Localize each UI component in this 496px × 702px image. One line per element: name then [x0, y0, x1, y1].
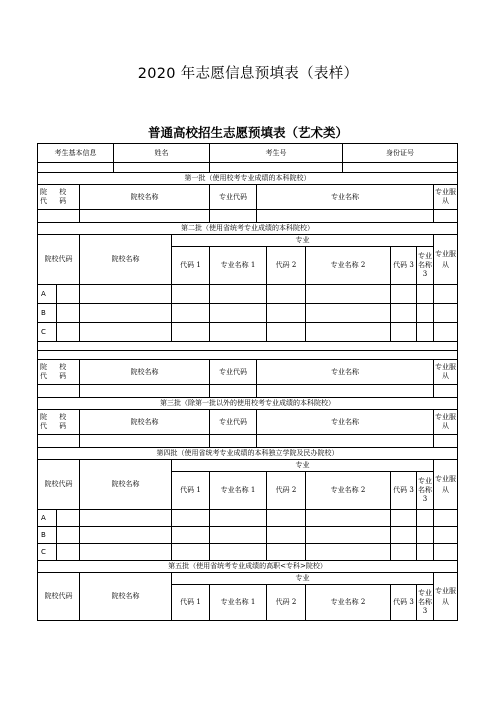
code-2-header: 代码 2 — [267, 247, 306, 285]
code-1-input[interactable] — [172, 527, 210, 544]
code-1-input[interactable] — [172, 285, 210, 304]
school-code-input[interactable] — [57, 510, 80, 527]
school-name-input[interactable] — [80, 285, 172, 304]
basic-info-row — [38, 144, 458, 163]
major-name-2-header: 专业名称 2 — [306, 472, 391, 510]
major-group-header: 专业 — [172, 235, 434, 247]
school-code-input[interactable] — [38, 210, 80, 223]
code-3-input[interactable] — [391, 544, 417, 561]
school-name-input[interactable] — [80, 510, 172, 527]
school-name-header: 院校名称 — [80, 573, 172, 621]
school-name-header: 院校名称 — [80, 460, 172, 510]
code-2-input[interactable] — [267, 304, 306, 323]
exam-number-label: 考生号 — [210, 144, 343, 163]
major-code-input[interactable] — [210, 435, 257, 448]
form-title: 普通高校招生志愿预填表（艺术类） — [147, 125, 348, 140]
batch-4-row-c — [38, 544, 458, 561]
major-name-3-input[interactable] — [417, 285, 434, 304]
school-code-input[interactable] — [57, 527, 80, 544]
major-name-header: 专业名称 — [257, 360, 434, 385]
major-name-2-input[interactable] — [306, 527, 391, 544]
id-number-input[interactable] — [343, 163, 458, 173]
major-name-input[interactable] — [257, 385, 434, 398]
school-name-header: 院校名称 — [80, 235, 172, 285]
batch-2-header: 第二批（使用省统考专业成绩的本科院校） — [38, 223, 458, 235]
code-1-input[interactable] — [172, 304, 210, 323]
major-name-1-input[interactable] — [210, 544, 267, 561]
batch-4-row-a — [38, 510, 458, 527]
obey-input[interactable] — [434, 210, 458, 223]
basic-info-cell — [38, 163, 114, 173]
obey-input[interactable] — [434, 435, 458, 448]
school-name-header: 院校名称 — [80, 185, 210, 210]
row-label: C — [38, 323, 57, 342]
major-name-3-input[interactable] — [417, 544, 434, 561]
major-name-1-header: 专业名称 1 — [210, 247, 267, 285]
major-name-header: 专业名称 — [257, 410, 434, 435]
batch-1-header: 第一批（使用校考专业成绩的本科院校） — [38, 173, 458, 185]
major-name-3-input[interactable] — [417, 323, 434, 342]
major-name-3-header: 专业名称 3 — [417, 585, 434, 621]
code-3-input[interactable] — [391, 527, 417, 544]
code-3-input[interactable] — [391, 304, 417, 323]
basic-info-label: 考生基本信息 — [38, 144, 114, 163]
code-2-input[interactable] — [267, 544, 306, 561]
batch-4-header: 第四批（使用省统考专业成绩的本科独立学院及民办院校） — [38, 448, 458, 460]
major-code-header: 专业代码 — [210, 410, 257, 435]
major-name-header: 专业名称 — [257, 185, 434, 210]
row-label: A — [38, 510, 57, 527]
major-name-2-input[interactable] — [306, 544, 391, 561]
school-code-input[interactable] — [57, 285, 80, 304]
row-label: C — [38, 544, 57, 561]
batch-3-input-row — [38, 435, 458, 448]
code-3-input[interactable] — [391, 285, 417, 304]
major-name-2-header: 专业名称 2 — [306, 585, 391, 621]
code-1-header: 代码 1 — [172, 585, 210, 621]
school-code-header: 院校代码 — [38, 460, 80, 510]
major-name-1-input[interactable] — [210, 304, 267, 323]
school-name-input[interactable] — [80, 210, 210, 223]
batch-4-columns-top — [38, 460, 458, 472]
code-1-input[interactable] — [172, 323, 210, 342]
batch-1-columns — [38, 185, 458, 210]
obey-header: 专业服从 — [434, 185, 458, 210]
school-name-input[interactable] — [80, 544, 172, 561]
major-name-1-header: 专业名称 1 — [210, 585, 267, 621]
code-3-header: 代码 3 — [391, 472, 417, 510]
code-2-input[interactable] — [267, 323, 306, 342]
school-code-input[interactable] — [38, 435, 80, 448]
obey-input[interactable] — [434, 323, 458, 342]
obey-input[interactable] — [434, 385, 458, 398]
code-2-input[interactable] — [267, 285, 306, 304]
batch-5-header: 第五批（使用省统考专业成绩的高职<专科>院校） — [38, 561, 458, 573]
code-1-input[interactable] — [172, 510, 210, 527]
obey-input[interactable] — [434, 304, 458, 323]
major-name-2-input[interactable] — [306, 285, 391, 304]
obey-header: 专业服从 — [434, 360, 458, 385]
school-name-input[interactable] — [80, 527, 172, 544]
major-name-1-input[interactable] — [210, 285, 267, 304]
major-name-input[interactable] — [257, 435, 434, 448]
batch-4-row-b — [38, 527, 458, 544]
major-name-1-header: 专业名称 1 — [210, 472, 267, 510]
major-name-1-input[interactable] — [210, 323, 267, 342]
code-3-input[interactable] — [391, 323, 417, 342]
section-spacer — [38, 351, 458, 360]
batch-2-school-input-row — [38, 385, 458, 398]
major-code-header: 专业代码 — [210, 185, 257, 210]
major-group-header: 专业 — [172, 460, 434, 472]
obey-input[interactable] — [434, 510, 458, 527]
school-name-header: 院校名称 — [80, 410, 210, 435]
major-name-3-input[interactable] — [417, 304, 434, 323]
section-spacer — [38, 342, 458, 351]
school-name-input[interactable] — [80, 323, 172, 342]
batch-3-header: 第三批（除第一批以外的使用校考专业成绩的本科院校） — [38, 398, 458, 410]
school-code-header: 院 校 代 码 — [38, 185, 80, 210]
obey-input[interactable] — [434, 544, 458, 561]
code-1-header: 代码 1 — [172, 472, 210, 510]
major-name-2-input[interactable] — [306, 510, 391, 527]
major-name-3-header: 专业名称 3 — [417, 247, 434, 285]
batch-2-row-b — [38, 304, 458, 323]
school-code-header: 院 校 代 码 — [38, 360, 80, 385]
school-code-input[interactable] — [57, 544, 80, 561]
major-name-3-input[interactable] — [417, 527, 434, 544]
school-code-input[interactable] — [57, 323, 80, 342]
major-group-header: 专业 — [172, 573, 434, 585]
code-3-header: 代码 3 — [391, 585, 417, 621]
code-1-input[interactable] — [172, 544, 210, 561]
school-name-header: 院校名称 — [80, 360, 210, 385]
school-code-header: 院校代码 — [38, 573, 80, 621]
batch-1-input-row — [38, 210, 458, 223]
major-name-input[interactable] — [257, 210, 434, 223]
code-3-header: 代码 3 — [391, 247, 417, 285]
row-label: A — [38, 285, 57, 304]
document-title: 2020 年志愿信息预填表（表样） — [137, 66, 359, 82]
school-code-input[interactable] — [38, 385, 80, 398]
batch-2-columns-top — [38, 235, 458, 247]
exam-number-input[interactable] — [210, 163, 343, 173]
code-1-header: 代码 1 — [172, 247, 210, 285]
major-code-header: 专业代码 — [210, 360, 257, 385]
row-label: B — [38, 304, 57, 323]
batch-3-columns — [38, 410, 458, 435]
batch-2-row-c — [38, 323, 458, 342]
batch-5-columns-top — [38, 573, 458, 585]
school-code-input[interactable] — [57, 304, 80, 323]
id-number-label: 身份证号 — [343, 144, 458, 163]
major-name-3-input[interactable] — [417, 510, 434, 527]
major-code-input[interactable] — [210, 385, 257, 398]
name-label: 姓名 — [114, 144, 210, 163]
major-name-1-input[interactable] — [210, 510, 267, 527]
major-name-3-header: 专业名称 3 — [417, 472, 434, 510]
batch-2-row-a — [38, 285, 458, 304]
name-input[interactable] — [114, 163, 210, 173]
school-code-header: 院校代码 — [38, 235, 80, 285]
basic-info-input-row — [38, 163, 458, 173]
school-name-input[interactable] — [80, 435, 210, 448]
application-form-table — [37, 143, 458, 621]
major-code-input[interactable] — [210, 210, 257, 223]
major-name-2-header: 专业名称 2 — [306, 247, 391, 285]
major-name-2-input[interactable] — [306, 323, 391, 342]
code-2-input[interactable] — [267, 527, 306, 544]
major-name-2-input[interactable] — [306, 304, 391, 323]
school-name-input[interactable] — [80, 304, 172, 323]
obey-input[interactable] — [434, 527, 458, 544]
school-name-input[interactable] — [80, 385, 210, 398]
obey-input[interactable] — [434, 285, 458, 304]
code-3-input[interactable] — [391, 510, 417, 527]
major-name-1-input[interactable] — [210, 527, 267, 544]
obey-header: 专业服从 — [434, 460, 458, 510]
school-code-header: 院 校 代 码 — [38, 410, 80, 435]
code-2-header: 代码 2 — [267, 585, 306, 621]
obey-header: 专业服从 — [434, 235, 458, 285]
row-label: B — [38, 527, 57, 544]
code-2-input[interactable] — [267, 510, 306, 527]
code-2-header: 代码 2 — [267, 472, 306, 510]
obey-header: 专业服从 — [434, 573, 458, 621]
batch-2-school-columns — [38, 360, 458, 385]
obey-header: 专业服从 — [434, 410, 458, 435]
